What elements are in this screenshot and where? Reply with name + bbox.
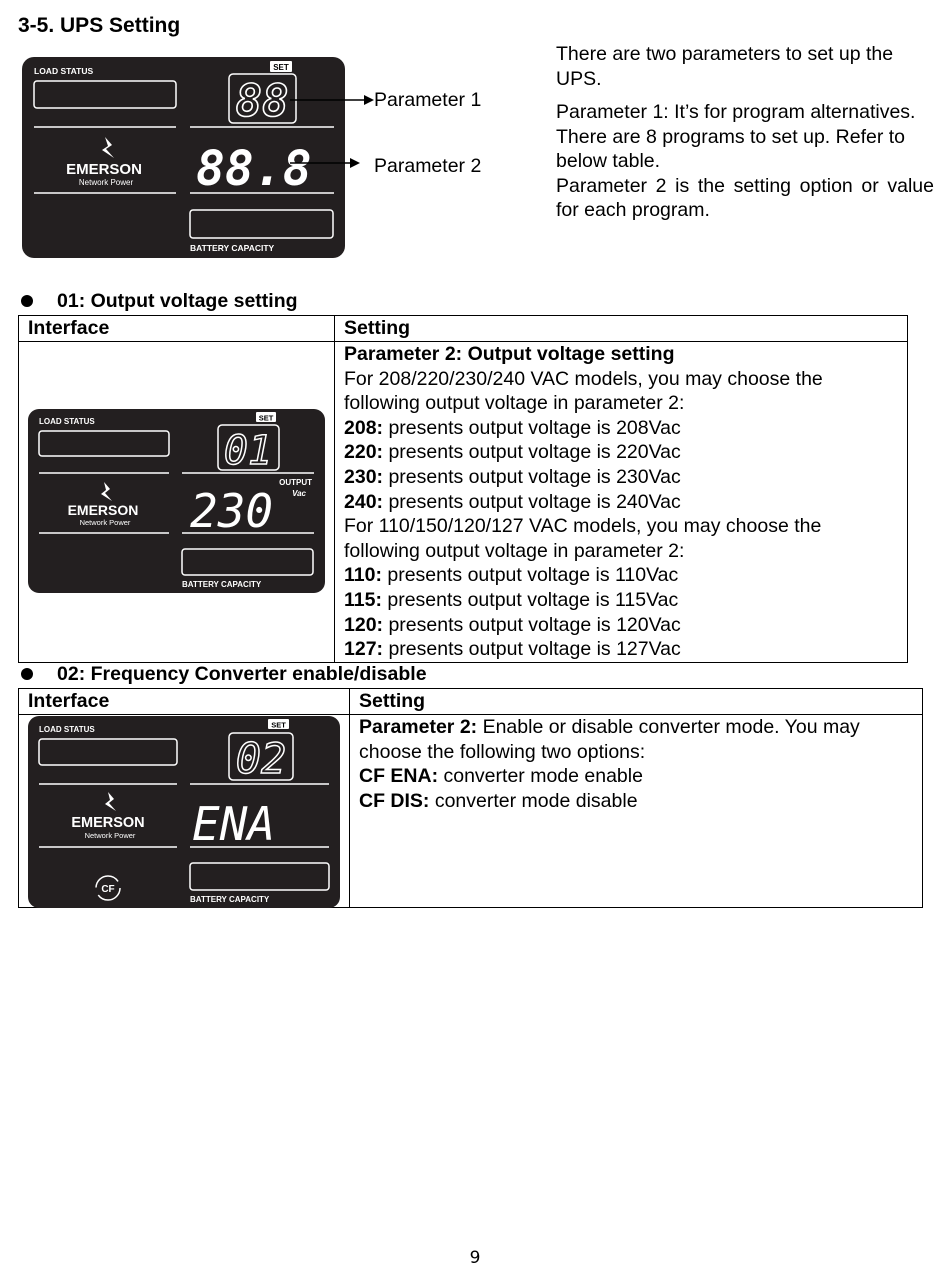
intro-p1: There are two parameters to set up the UPS.	[556, 43, 894, 90]
interface-cell	[19, 342, 335, 663]
callout-parameter-2: Parameter 2	[374, 155, 482, 177]
lcd-param1-digits: 88	[235, 76, 289, 127]
setting-line: For 208/220/230/240 VAC models, you may choose the following output voltage in parameter 2:	[344, 367, 823, 415]
setting-heading: Parameter 2: Output voltage setting	[344, 343, 675, 365]
emerson-logo	[66, 137, 142, 187]
cf-icon	[96, 876, 120, 900]
bullet-icon	[21, 668, 33, 680]
callout-arrows	[290, 88, 380, 178]
lcd-brand: EMERSON	[66, 161, 142, 178]
lcd-load-status-label: LOAD STATUS	[34, 66, 94, 76]
setting-cell	[335, 342, 908, 663]
setting-line: 110: presents output voltage is 110Vac	[344, 564, 679, 587]
section-title: 3-5. UPS Setting	[18, 14, 181, 37]
lcd-param2-digits: 88.8	[196, 141, 312, 197]
svg-text:Network Power: Network Power	[84, 831, 136, 840]
lcd-panel-02	[28, 716, 340, 908]
lcd-param2-digits: 230	[190, 484, 274, 538]
load-status-box	[34, 81, 176, 108]
callout-parameter-1: Parameter 1	[374, 89, 482, 111]
battery-capacity-box	[190, 210, 333, 238]
svg-text:BATTERY CAPACITY: BATTERY CAPACITY	[190, 895, 270, 904]
svg-text:EMERSON: EMERSON	[67, 502, 139, 518]
section2-table	[18, 688, 923, 908]
intro-p3: Parameter 2 is the setting option or value for each program.	[556, 174, 934, 221]
option1-label: CF ENA:	[359, 765, 439, 788]
svg-text:CF: CF	[101, 884, 115, 895]
emerson-logo	[68, 482, 139, 527]
intro-p2: Parameter 1: It’s for program alternatives. There are 8 programs to set up. Refer to below table.	[556, 101, 916, 172]
svg-text:BATTERY CAPACITY: BATTERY CAPACITY	[182, 580, 262, 589]
setting-line: 220: presents output voltage is 220Vac	[344, 441, 681, 464]
emerson-logo	[71, 792, 144, 840]
svg-text:SET: SET	[258, 413, 274, 423]
setting-line: 127: presents output voltage is 127Vac	[344, 638, 681, 661]
col-setting-header: Setting	[350, 689, 923, 715]
svg-text:Vac: Vac	[292, 489, 306, 498]
svg-text:Network Power: Network Power	[79, 518, 131, 527]
lcd-param1-digits: 01	[223, 428, 273, 474]
param2-label: Parameter 2:	[359, 716, 478, 738]
setting-line: 120: presents output voltage is 120Vac	[344, 613, 681, 636]
setting-line: 230: presents output voltage is 230Vac	[344, 465, 681, 488]
svg-text:LOAD STATUS: LOAD STATUS	[39, 725, 95, 734]
option1-text: converter mode enable	[438, 765, 643, 788]
svg-text:SET: SET	[271, 720, 286, 730]
svg-text:OUTPUT: OUTPUT	[279, 478, 312, 487]
col-interface-header: Interface	[19, 316, 335, 342]
lcd-param1-digits: 02	[235, 734, 287, 783]
lcd-param2-digits: ENA	[192, 797, 276, 851]
bullet-icon	[21, 295, 33, 307]
page-number: 9	[469, 1248, 481, 1268]
option2-text: converter mode disable	[429, 789, 638, 812]
lcd-brand-sub: Network Power	[78, 178, 134, 187]
lcd-panel-01	[28, 409, 325, 593]
col-setting-header: Setting	[335, 316, 908, 342]
col-interface-header: Interface	[19, 689, 350, 715]
svg-text:LOAD STATUS: LOAD STATUS	[39, 417, 95, 426]
setting-line: For 110/150/120/127 VAC models, you may choose the following output voltage in parameter 2:	[344, 515, 822, 562]
lcd-battery-label: BATTERY CAPACITY	[190, 243, 275, 253]
intro-text	[556, 42, 934, 232]
section2-title: 02: Frequency Converter enable/disable	[18, 663, 427, 686]
setting-line: 208: presents output voltage is 208Vac	[344, 416, 681, 439]
section1-table	[18, 315, 908, 663]
option2-label: CF DIS:	[359, 789, 430, 812]
setting-line: 240: presents output voltage is 240Vac	[344, 490, 681, 513]
interface-cell	[19, 715, 350, 908]
lcd-set-badge: SET	[273, 63, 289, 72]
setting-line: 115: presents output voltage is 115Vac	[344, 588, 679, 611]
section1-title: 01: Output voltage setting	[18, 290, 298, 313]
svg-text:EMERSON: EMERSON	[71, 815, 145, 831]
param2-text: Enable or disable converter mode. You may choose the following two options:	[359, 716, 860, 763]
setting-cell	[350, 715, 923, 908]
